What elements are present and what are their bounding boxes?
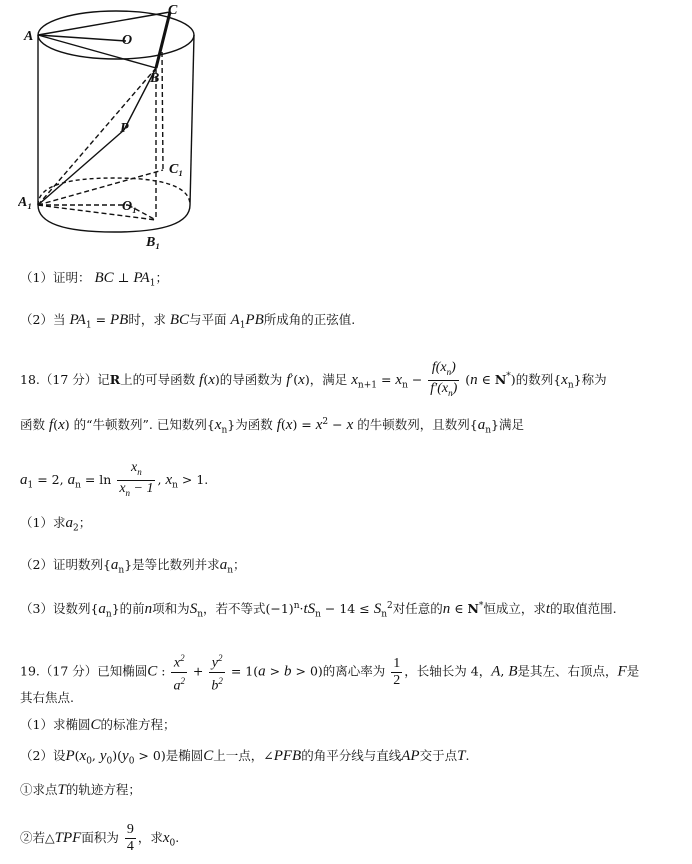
q18-stem-line3: $a_1 = 2$, $a_n = \ln$ $\frac{x_n}{x_n - 1}$ , $x_n > 1$.: [20, 460, 209, 498]
label-A: A: [24, 29, 34, 44]
segment-A1P: [38, 130, 124, 205]
q17-part2: （2）当 $PA_1$ = PB时，求 BC与平面 $A_1PB$所成角的正弦值.: [20, 312, 356, 331]
segment-AB: [38, 35, 156, 68]
segment-A1B1: [38, 205, 156, 220]
segment-CC1: [162, 52, 163, 170]
top-ellipse: [38, 11, 194, 59]
q18-part3: （3）设数列$\{a_n\}$的前n项和为$S_n$，若不等式$(-1)^n\cdot tS_n - 14 \le S_n^2$对任意的n ∈ N*恒成立，求t的取值范围.: [20, 601, 617, 620]
right-side: [190, 35, 194, 205]
q19-part1: （1）求椭圆C的标准方程；: [20, 717, 176, 733]
segment-AC: [38, 12, 170, 35]
q17-part1: （1）证明： BC ⊥ $PA_1$；: [20, 270, 168, 289]
cylinder-figure: [18, 0, 198, 252]
segment-A1C1: [38, 170, 163, 205]
label-P: P: [120, 121, 129, 136]
label-C1: C₁: [169, 162, 184, 177]
q19-part2: （2）设$P(x_0$, $y_0)(y_0 > 0)$是椭圆C上一点，∠PFB的角平分线与直线AP交于点T.: [20, 748, 470, 767]
q18-stem-line2: 函数 f(x) 的“牛顿数列”. 已知数列$\{x_n\}$为函数 $f(x) = x^2 - x$ 的牛顿数列，且数列$\{a_n\}$满足: [20, 417, 524, 436]
label-O1: O₁: [122, 199, 137, 214]
segment-A1B: [38, 68, 156, 205]
q18-part1: （1）求$a_2$；: [20, 515, 92, 534]
q18-stem-line1: 18.（17 分）记R上的可导函数 f(x)的导函数为 f′(x)，满足 $x_{n+1} = x_n$ − $\frac{f(x_n)}{f'(x_n)}$ (n ∈ N*)的数列$\{x_n\}$称为: [20, 360, 607, 398]
q19-stem-line2: 其右焦点.: [20, 690, 74, 705]
q19-stem-line1: 19.（17 分）已知椭圆C : $\frac{x^2}{a^2}$ + $\frac{y^2}{b^2}$ = 1(a > b > 0)的离心率为 $\frac{1}{2}$ ，长轴长为 4，A, B是其左、右顶点，F是: [20, 650, 639, 694]
q18-part2: （2）证明数列$\{a_n\}$是等比数列并求$a_n$；: [20, 557, 246, 576]
bottom-front-arc: [38, 205, 190, 232]
segment-BC: [156, 12, 170, 68]
label-B1: B₁: [146, 235, 161, 250]
q19-sub1: ①求点T的轨迹方程；: [20, 782, 141, 798]
label-B: B: [150, 71, 160, 86]
label-C: C: [168, 3, 178, 18]
label-A1: A₁: [18, 195, 33, 210]
label-O: O: [122, 33, 133, 48]
bottom-back-arc: [38, 178, 190, 205]
q19-sub2: ②若△TPF面积为 $\frac{9}{4}$ ，求$x_0$.: [20, 822, 180, 854]
